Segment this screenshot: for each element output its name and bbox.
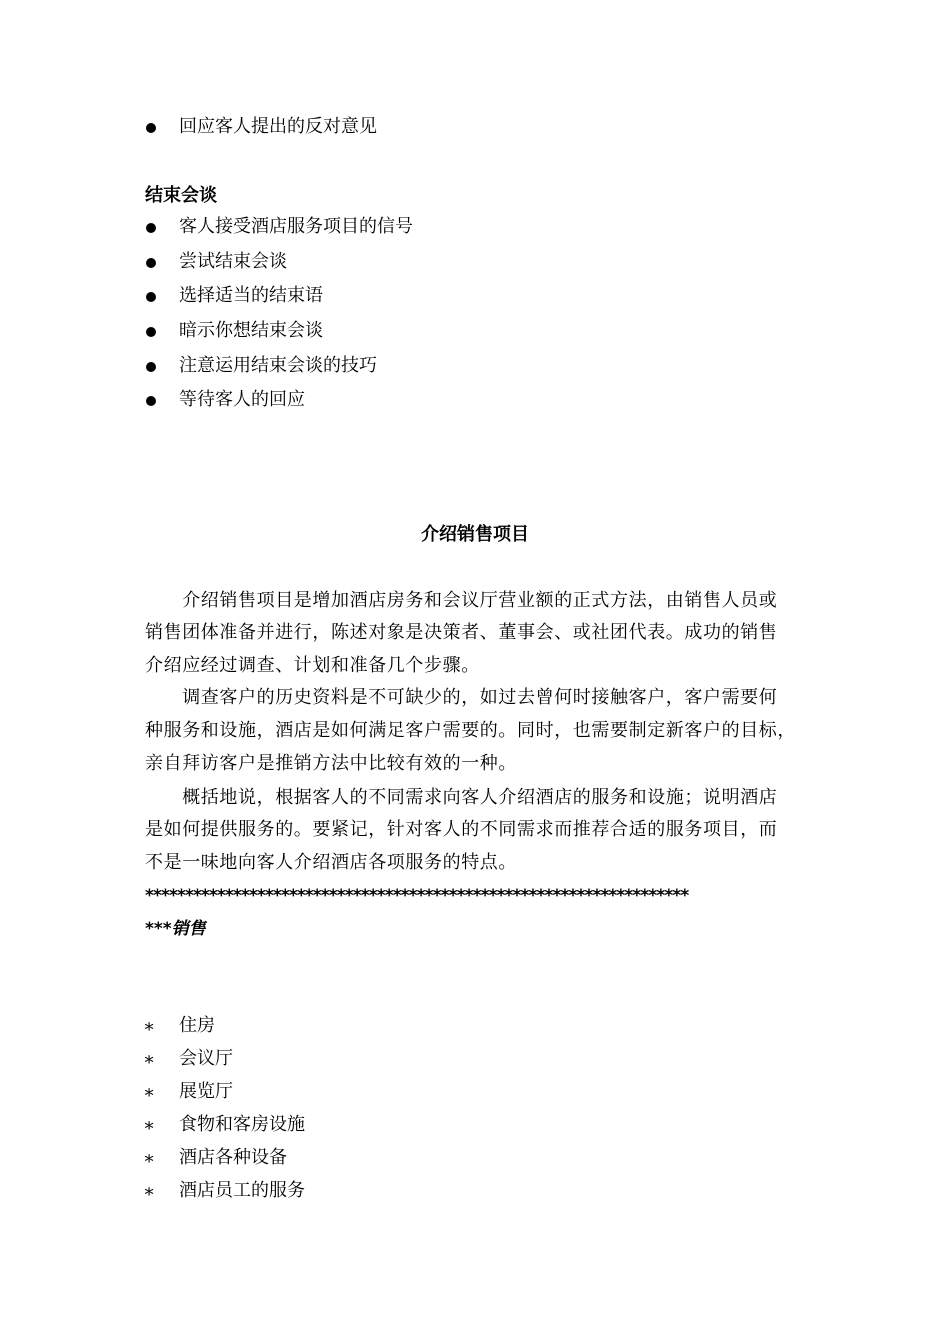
bullet-dot-icon xyxy=(146,123,156,133)
paragraph-line: 亲自拜访客户是推销方法中比较有效的一种。 xyxy=(145,753,517,774)
list-item: 食物和客房设施 xyxy=(179,1114,305,1135)
list-item: 注意运用结束会谈的技巧 xyxy=(179,355,377,376)
list-item: 客人接受酒店服务项目的信号 xyxy=(179,216,413,237)
page-title: 介绍销售项目 xyxy=(421,524,529,545)
asterisk-marker: ∗ xyxy=(143,1082,156,1103)
paragraph-line: 是如何提供服务的。要紧记，针对客人的不同需求而推荐合适的服务项目，而 xyxy=(145,819,778,840)
bullet-dot-icon xyxy=(146,327,156,337)
list-item: 会议厅 xyxy=(179,1048,233,1069)
paragraph-line: 调查客户的历史资料是不可缺少的，如过去曾何时接触客户，客户需要何 xyxy=(145,687,778,708)
bullet-dot-icon xyxy=(146,223,156,233)
section-heading: 结束会谈 xyxy=(145,185,217,206)
separator-stars: ******************************************************************** xyxy=(145,886,689,906)
bullet-dot-icon xyxy=(146,292,156,302)
list-item: 住房 xyxy=(179,1015,215,1036)
bullet-dot-icon xyxy=(146,396,156,406)
list-item: 回应客人提出的反对意见 xyxy=(179,116,377,137)
asterisk-marker: ∗ xyxy=(143,1016,156,1037)
list-item: 酒店员工的服务 xyxy=(179,1180,305,1201)
asterisk-marker: ∗ xyxy=(143,1181,156,1202)
paragraph-line: 概括地说，根据客人的不同需求向客人介绍酒店的服务和设施；说明酒店 xyxy=(145,787,778,808)
list-item: 展览厅 xyxy=(179,1081,233,1102)
paragraph-line: 销售团体准备并进行，陈述对象是决策者、董事会、或社团代表。成功的销售 xyxy=(145,622,778,643)
list-item: 选择适当的结束语 xyxy=(179,285,323,306)
list-item: 尝试结束会谈 xyxy=(179,251,287,272)
asterisk-marker: ∗ xyxy=(143,1115,156,1136)
list-item: 暗示你想结束会谈 xyxy=(179,320,323,341)
sales-label: ***销售 xyxy=(145,919,206,939)
list-item: 等待客人的回应 xyxy=(179,389,305,410)
bullet-dot-icon xyxy=(146,362,156,372)
asterisk-marker: ∗ xyxy=(143,1049,156,1070)
paragraph-line: 种服务和设施，酒店是如何满足客户需要的。同时，也需要制定新客户的目标， xyxy=(145,720,796,741)
list-item: 酒店各种设备 xyxy=(179,1147,287,1168)
bullet-dot-icon xyxy=(146,258,156,268)
paragraph-line: 介绍销售项目是增加酒店房务和会议厅营业额的正式方法，由销售人员或 xyxy=(145,590,778,611)
asterisk-marker: ∗ xyxy=(143,1148,156,1169)
paragraph-line: 介绍应经过调查、计划和准备几个步骤。 xyxy=(145,655,480,676)
paragraph-line: 不是一味地向客人介绍酒店各项服务的特点。 xyxy=(145,852,517,873)
